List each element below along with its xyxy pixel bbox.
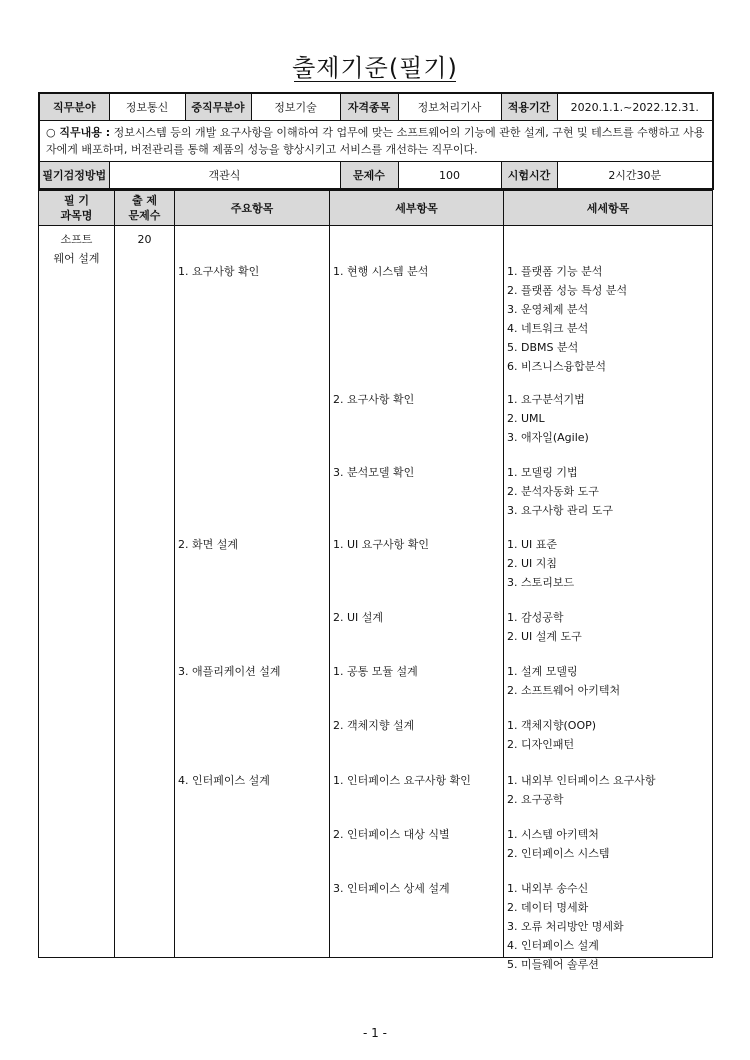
subdetail-item: 3. 애자일(Agile): [507, 431, 589, 444]
subdetail-item: 2. UI 지침: [507, 557, 558, 570]
subdetail-item: 3. 운영체제 분석: [507, 303, 589, 316]
subdetail-group: [507, 879, 624, 974]
subdetail-item: 1. 시스템 아키텍처: [507, 828, 599, 841]
detail-item: 2. UI 설계: [333, 611, 384, 624]
subdetail-item: 1. 객체지향(OOP): [507, 719, 597, 732]
subdetail-item: 5. DBMS 분석: [507, 341, 579, 354]
period-label: 적용기간: [501, 93, 557, 121]
mid-field-label: 중직무분야: [185, 93, 251, 121]
subdetail-item: 2. 디자인패턴: [507, 738, 575, 751]
subdetail-group: [507, 535, 574, 592]
subdetail-item: 2. UI 설계 도구: [507, 630, 582, 643]
detail-item: 3. 분석모델 확인: [333, 466, 415, 479]
time-value: 2시간30분: [557, 162, 713, 190]
main-item: 1. 요구사항 확인: [178, 265, 260, 278]
subdetail-group: [507, 262, 627, 376]
cert-value: 정보처리기사: [398, 93, 501, 121]
detail-item: 3. 인터페이스 상세 설계: [333, 882, 450, 895]
subdetail-group: [507, 608, 582, 646]
subdetail-item: 6. 비즈니스융합분석: [507, 360, 606, 373]
subdetail-group: [507, 662, 620, 700]
subdetail-items-column: [504, 226, 713, 971]
main-item: 2. 화면 설계: [178, 538, 238, 551]
syllabus-table: [38, 190, 713, 971]
subdetail-item: 1. 내외부 송수신: [507, 882, 589, 895]
page-number: - 1 -: [363, 1026, 387, 1040]
detail-item: 2. 인터페이스 대상 식별: [333, 828, 450, 841]
subdetail-item: 4. 네트워크 분석: [507, 322, 589, 335]
subdetail-item: 2. UML: [507, 412, 545, 425]
exam-info-table: [38, 92, 714, 190]
title-underline: [294, 81, 456, 82]
subdetail-group: [507, 771, 656, 809]
subject-cell: [39, 226, 115, 958]
method-value: 객관식: [109, 162, 340, 190]
subdetail-item: 1. 내외부 인터페이스 요구사항: [507, 774, 656, 787]
detail-item: 1. UI 요구사항 확인: [333, 538, 430, 551]
duty-text: 정보시스템 등의 개발 요구사항을 이해하여 각 업무에 맞는 소프트웨어의 기능에 관한 설계, 구현 및 테스트를 수행하고 사용자에게 배포하며, 버전관리를 통해 제품의 성능을 향상시키고 서비스를 개선하는 직무이다.: [46, 126, 705, 156]
subdetail-item: 1. 요구분석기법: [507, 393, 585, 406]
subdetail-item: 1. UI 표준: [507, 538, 558, 551]
count-label: 문제수: [340, 162, 398, 190]
cert-label: 자격종목: [340, 93, 398, 121]
subdetail-item: 1. 플랫폼 기능 분석: [507, 265, 603, 278]
count-value: 100: [398, 162, 501, 190]
page-title: 출제기준(필기): [292, 54, 458, 82]
subdetail-item: 2. 소프트웨어 아키텍처: [507, 684, 621, 697]
subdetail-item: 2. 요구공학: [507, 793, 564, 806]
subdetail-item: 5. 미들웨어 솔루션: [507, 958, 599, 971]
header-main: 주요항목: [175, 191, 330, 226]
subdetail-item: 2. 데이터 명세화: [507, 901, 589, 914]
detail-items-column: [330, 226, 504, 958]
method-label: 필기검정방법: [39, 162, 109, 190]
question-count-cell: [115, 226, 175, 958]
subdetail-item: 1. 감성공학: [507, 611, 564, 624]
main-item: 4. 인터페이스 설계: [178, 774, 270, 787]
subdetail-item: 3. 스토리보드: [507, 576, 575, 589]
mid-field-value: 정보기술: [251, 93, 340, 121]
main-item: 3. 애플리케이션 설계: [178, 665, 281, 678]
subdetail-item: 4. 인터페이스 설계: [507, 939, 599, 952]
detail-item: 1. 공통 모듈 설계: [333, 665, 418, 678]
main-items-column: [175, 226, 330, 958]
question-count: 20: [137, 233, 152, 246]
detail-item: 2. 객체지향 설계: [333, 719, 415, 732]
duty-description: [39, 121, 713, 162]
period-value: 2020.1.1.~2022.12.31.: [557, 93, 713, 121]
header-subdetail: 세세항목: [504, 191, 713, 226]
subdetail-item: 1. 설계 모델링: [507, 665, 578, 678]
field-label: 직무분야: [39, 93, 109, 121]
subdetail-group: [507, 825, 610, 863]
subdetail-item: 2. 분석자동화 도구: [507, 485, 599, 498]
subdetail-item: 2. 플랫폼 성능 특성 분석: [507, 284, 628, 297]
subdetail-item: 3. 오류 처리방안 명세화: [507, 920, 624, 933]
subdetail-item: 3. 요구사항 관리 도구: [507, 504, 613, 517]
detail-item: 1. 현행 시스템 분석: [333, 265, 429, 278]
time-label: 시험시간: [501, 162, 557, 190]
detail-item: 2. 요구사항 확인: [333, 393, 415, 406]
subdetail-group: [507, 716, 596, 754]
subdetail-group: [507, 390, 589, 447]
subject-name: 소프트 웨어 설계: [53, 233, 100, 265]
subdetail-group: [507, 463, 613, 520]
subdetail-item: 1. 모델링 기법: [507, 466, 578, 479]
header-count: 출 제 문제수: [115, 191, 175, 226]
header-subject: 필 기 과목명: [39, 191, 115, 226]
duty-label: ○ 직무내용 :: [46, 126, 111, 139]
field-value: 정보통신: [109, 93, 185, 121]
subdetail-item: 2. 인터페이스 시스템: [507, 847, 610, 860]
header-detail: 세부항목: [330, 191, 504, 226]
detail-item: 1. 인터페이스 요구사항 확인: [333, 774, 471, 787]
